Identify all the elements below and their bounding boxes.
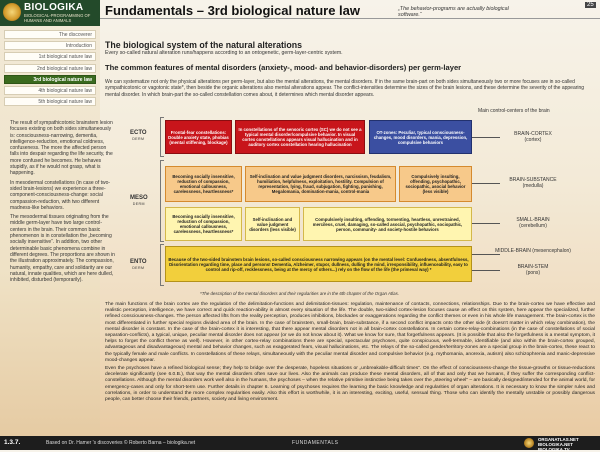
body-text <box>105 302 595 405</box>
layer-entoderm <box>130 259 147 271</box>
ectoderm-bracket <box>160 117 164 157</box>
cerebellum-insulting-box: Compulsively insulting, offending, tormenting, heartless, unrestrained, merciless, cruel, damaging, so-called asocial, psychopathic, sociopathic, person, community- and society-hostile behaviors <box>303 207 472 241</box>
region-small-brain <box>478 217 588 229</box>
medulla-social-insensitivity-box: Becoming socially insensitive, reduction of compassion, emotional callousness, carelessness, heartlessness* <box>165 166 242 202</box>
logo-tagline: BIOLOGICAL-PROGRAMMING OF HUMANS AND ANIMALS <box>24 13 91 23</box>
section-heading-2: The common features of mental disorders (anxiety-, mood- and behavior-disorders) per germ-layer <box>105 63 462 72</box>
layer-ectoderm <box>130 130 147 142</box>
header-divider <box>100 18 600 19</box>
region-brain-substance-sub: (medulla) <box>522 183 544 189</box>
main-control-centers-label: Main control-centers of the brain <box>478 108 550 114</box>
region-brain-cortex-name: BRAIN-CORTEX <box>514 131 552 137</box>
layer-mesoderm-name: MESO <box>130 195 148 201</box>
body-paragraph: The main functions of the brain cortex are the regulation of the delimitation-functions and delimitation-tissues: regulation, maintenance of contacts, connections, relationships. Due to the brain-cortex we have effective and realistic perception, intelligence, we have correct and quick reaction-ability in almost every situation of the life. The double, two-sided cortex-lesion focuses cause an effect on this system, here appear the specialized, further refined consciousness-changes. The person affected lifts from the reality perception, produces inhibitions, blockades or exaggerations regarding the conflict themes or even in his whole life management. The brain-cortex is the most differentiated in further special regions divided area of the brain. In the case of brainstem, small-brain, brain-substance, if a second conflict impacts onto the other side (it doesn't matter in which relay combination), the mental disorder is constant. In the case of the brain-cortex it is interesting, that there appear mental disorders not in all brain-cortex constellations. In certain cortex-relay-combinations (in the case of constellations of social separation-conflicts), a typical, unique, peculiar mental disorder does not appear (or we do not know about it). What we know for sure, that forgetfulness appears. (It is possible that also the forgetfulness is a mental symptom, it helps to forget the conflict theme as well). However, in other cortex-relay combinations there are special, spectacular psychoses, quite conspicuous, well-termable, identifiable (and also within the brain-cortex grouped, advantageous and disadvantageous) mental and behavior changes, such as exaggerated fears, visual hallucinations, etc. The relays of the so-called gender/territory-zones are a special group in the brain-cortex, these react to the typically female and male conflicts. In constellations of these relays, simultaneously with the peculiar mental disorder and compulsive behavior (e.g. mythomania, anorexia, autism) also schizophrenia and manic-depressive mood-changes appear. <box>105 302 595 363</box>
sidebar-text <box>10 120 116 286</box>
logo-title: BIOLOGIKA <box>24 2 84 13</box>
brainstem-consciousness-narrowing-box: Because of the two-sided brainstem brain lesions, so-called consciousness narrowing appears (on the mental level: Confusedness, absentfulness, Disorientation regarding time, place and persons! Dementia, Alzheimer, stupor, dullness, dulling the mind, irresponsibility, influenceability, easy to control and rip-off, recklessness, being at the mercy of others...) rely on the flow of the life (the primeval way) * <box>165 246 472 282</box>
footer-section-title: FUNDAMENTALS <box>292 440 339 446</box>
region-brain-cortex-sub: (cortex) <box>524 137 542 143</box>
cerebellum-social-insensitivity-box: Becoming socially insensitive, reduction of compassion, emotional callousness, carelessness, heartlessness* <box>165 207 242 241</box>
sidebar-paragraph: In mesodermal constellations (in case of two-sided brain-lesions) we experience a three-component-consciousness-change: social compassion-reduction, with two different madness-like behaviors. <box>10 179 111 211</box>
chapter-nav <box>4 30 96 108</box>
sidebar-paragraph: The result of sympathicotonic brainstem lesion focuses existing on both sides simultaneously is: consciousness-narrowing, dementia, intelligence-reduction, emotional coldness, confuseness. The more the affected person falls into despair regarding the life security, the more confused he becomes. He behaves stupidly, as if he would not grasp, what is happening. <box>10 120 113 177</box>
ectoderm-frontal-fear-box: Frontal-fear constellations: Double anxiety state, phobias (mental stiffening, blockage) <box>165 120 232 154</box>
nav-item-law-2[interactable]: 2nd biological nature law <box>4 64 96 73</box>
layer-mesoderm <box>130 195 148 207</box>
header-quote: „The behavior-programs are actually biological software.“ <box>398 6 509 19</box>
section-number: 1.3.7. <box>4 439 21 446</box>
medulla-insulting-box: Compulsively insulting, offending, psychopathic, sociopathic, asocial behavior (less visible) <box>399 166 472 202</box>
region-small-brain-name: SMALL-BRAIN <box>516 217 550 223</box>
layer-mesoderm-sub: DERM <box>132 202 145 206</box>
nav-item-law-4[interactable]: 4th biological nature law <box>4 86 96 95</box>
layer-ectoderm-sub: DERM <box>132 137 145 141</box>
region-brain-substance-name: BRAIN-SUBSTANCE <box>509 177 557 183</box>
nav-item-law-1[interactable]: 1st biological nature law <box>4 52 96 61</box>
region-brain-stem-name: BRAIN-STEM <box>517 264 549 270</box>
region-middle-brain-sub: (mesencephalon) <box>532 248 571 254</box>
footer-brand-links[interactable]: ORGANATLAS.NET BIOLOGIKA.NET BIOLOGIKA.TV <box>538 437 579 452</box>
layer-entoderm-name: ENTO <box>130 259 147 265</box>
footer <box>0 436 600 450</box>
connector-line <box>472 254 500 255</box>
sidebar-paragraph: The mesodermal tissues originating from the middle germ-layer have two large control-centers in the brain. Their common basic phenomenon is in constellation the „becoming socially insensitive“. In addition, two other determinable basic phenomena combine in different degrees. The proportions are shown in the illustration approximately. The compassion, humanity, empathy, care and solidarity are our natural, innate qualities, which are here dulled, inhibited, disturbed (temporarily). <box>10 214 115 284</box>
region-brain-substance <box>478 177 588 189</box>
ectoderm-ot-zones-box: OT-zones: Peculiar, typical consciousness-changes, mood disorders, mania, depression, compulsive behaviors <box>369 120 472 154</box>
page-number: 25 <box>587 2 594 8</box>
layer-entoderm-sub: DERM <box>132 266 145 270</box>
region-brain-cortex <box>478 131 588 143</box>
region-small-brain-sub: (cerebellum) <box>519 223 547 229</box>
logo[interactable] <box>0 0 100 26</box>
body-paragraph: Even the psychoses have a refined biological sense; they help to bridge over the desperate, hopeless situations or „unbreakable-difficult times“. On the effect of consciousness-change the tissue-growths or tissue-reductions decelerate significantly (see 6.0.B.), that way the mental disorders often save our lives. Also the animals can produce these mental disorders, all of that and only that we humans, if they suffer the corresponding conflict-constellations. Although the mental disorders work well also in the humans, the psychoses – when the relative primitive instinctive being takes over the „steering wheel“ – are basically designed/intended for the animal world, for emergency-cases and only for short-term use. Further details in chapter 6. Learning of psychoses requires the learning the basic knowledge and regularities of organ alterations. It is necessary to know the simpler rules and correlations, in order to understand the more complex regularities easily. Also this effort is worthwhile, it is an interesting, exciting, useful, sensual thing. Those who can identify the mentally unstable or possibly dangerous people, can better choose their friends, partners, society and living environment. <box>105 366 595 403</box>
intro-paragraph: We can systematize not only the physical alterations per germ-layer, but also the mental alterations, the mental disorders. If in the same brain-part on both sides simultaneously two or more focuses are in so-called sympathicotonic or vagotonic state*, then beside the organic alterations also mental alterations appear. The conflict-intensities determine the sizes of the brain lesions, and these determine the severity of the appearing mental disorder. In which brain-part the so-called constellation comes about, it determines which mental disorder appears. <box>105 79 585 98</box>
mesoderm-bracket <box>160 160 164 242</box>
region-middle-brain <box>478 248 588 254</box>
nav-item-introduction[interactable]: Introduction <box>4 41 96 50</box>
section-heading: The biological system of the natural alterations <box>105 40 302 50</box>
ectoderm-sensoric-cortex-box: In constellations of the sensoric cortex (SC) we do not see a typical mental disorder/compulsive behavior. In visual cortex constellations appears visual hallucination and in auditory cortex constellation hearing hallucination <box>235 120 365 154</box>
region-brain-stem-sub: (pons) <box>525 270 541 276</box>
nav-item-discoverer[interactable]: The discoverer <box>4 30 96 39</box>
nav-item-law-3[interactable]: 3rd biological nature law <box>4 75 96 84</box>
region-brain-stem <box>478 264 588 276</box>
footer-credit: Based on Dr. Hamer 's discoveries © Roberto Barna – biologika.net <box>46 440 196 446</box>
region-middle-brain-name: MIDDLE-BRAIN <box>495 248 531 254</box>
page-title: Fundamentals – 3rd biological nature law <box>105 3 360 18</box>
diagram-footnote: *The description of the mental disorders and their regularities are in the 6th chapter of the Organ Atlas. <box>200 291 399 296</box>
footer-logo-icon <box>524 438 534 448</box>
logo-emblem-icon <box>3 3 21 21</box>
cerebellum-value-judgment-box: Self-inclination and value judgment disorders (less visible) <box>245 207 300 241</box>
layer-ectoderm-name: ECTO <box>130 130 147 136</box>
section-subheading: Every so-called natural alteration runs/happens according to an ontogenetic, germ-layer-centric system. <box>105 50 343 56</box>
medulla-value-judgment-box: Self-inclination and value judgment disorders, narcissism, feudalism, humiliation, helpfulness, exploitation, hostility. Compulsion of representation, lying, fraud, subjugation, fighting, punishing, Megalomania, domination-mania, control-mania <box>245 166 396 202</box>
nav-item-law-5[interactable]: 5th biological nature law <box>4 97 96 106</box>
entoderm-bracket <box>160 244 164 286</box>
